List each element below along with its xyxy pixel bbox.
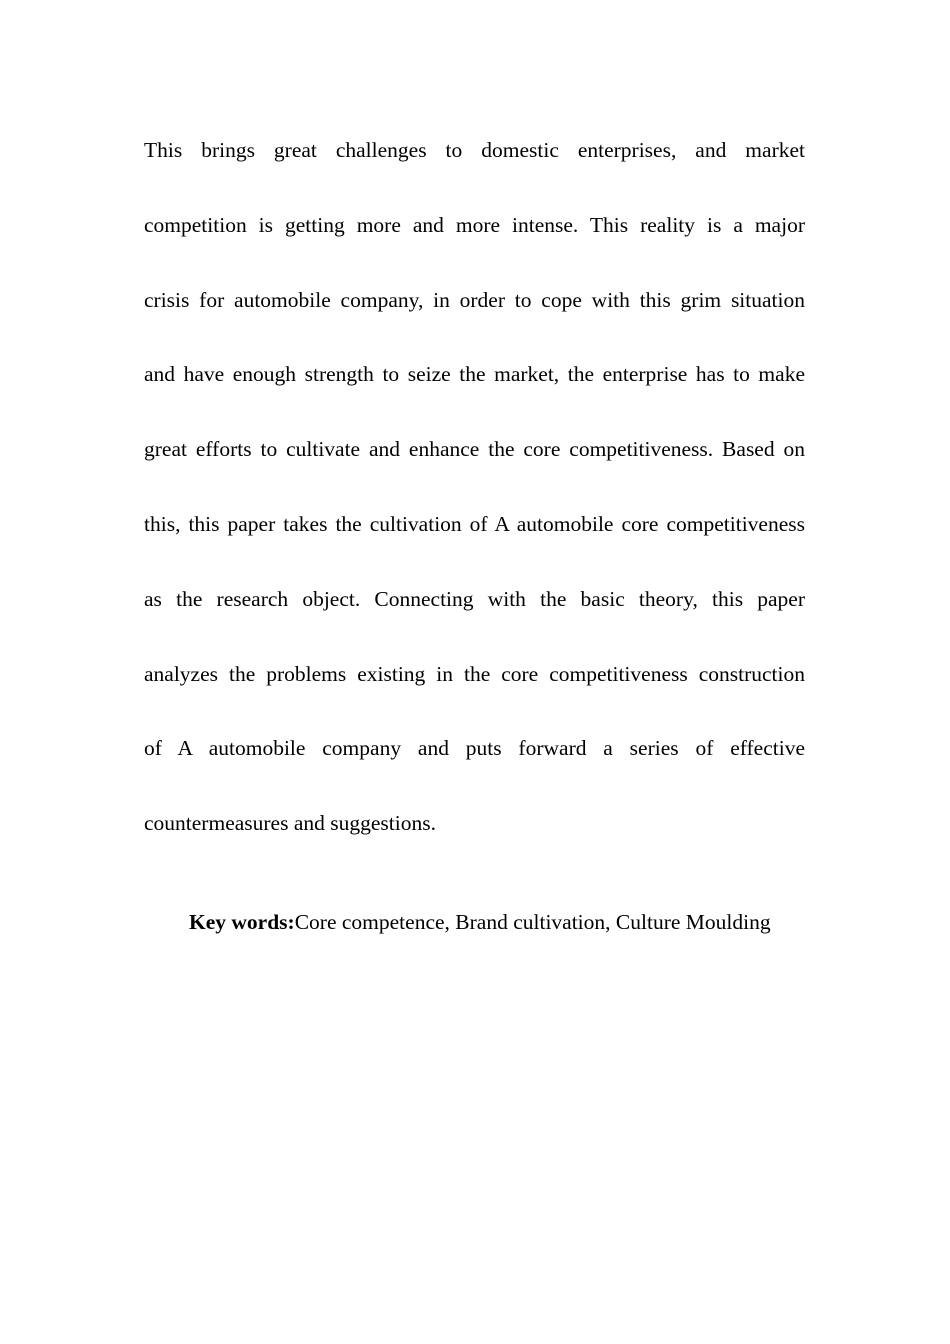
abstract-line: countermeasures and suggestions.	[144, 811, 436, 836]
keywords-label: Key words:	[189, 910, 295, 934]
abstract-line: crisis for automobile company, in order to cope with this grim situation	[144, 287, 805, 312]
abstract-line: analyzes the problems existing in the core competitiveness construction	[144, 661, 805, 686]
abstract-line: competition is getting more and more intense. This reality is a major	[144, 212, 805, 237]
abstract-line: this, this paper takes the cultivation of A automobile core competitiveness	[144, 511, 805, 536]
keywords-text: Core competence, Brand cultivation, Culture Moulding	[294, 910, 771, 934]
keywords-line	[189, 901, 771, 943]
abstract-line: and have enough strength to seize the market, the enterprise has to make	[144, 362, 805, 387]
abstract-line: great efforts to cultivate and enhance the core competitiveness. Based on	[144, 437, 805, 462]
abstract-line: of A automobile company and puts forward a series of effective	[144, 736, 805, 761]
abstract-line: as the research object. Connecting with the basic theory, this paper	[144, 586, 805, 611]
abstract-line: This brings great challenges to domestic enterprises, and market	[144, 138, 805, 162]
abstract-paragraph	[144, 129, 805, 877]
